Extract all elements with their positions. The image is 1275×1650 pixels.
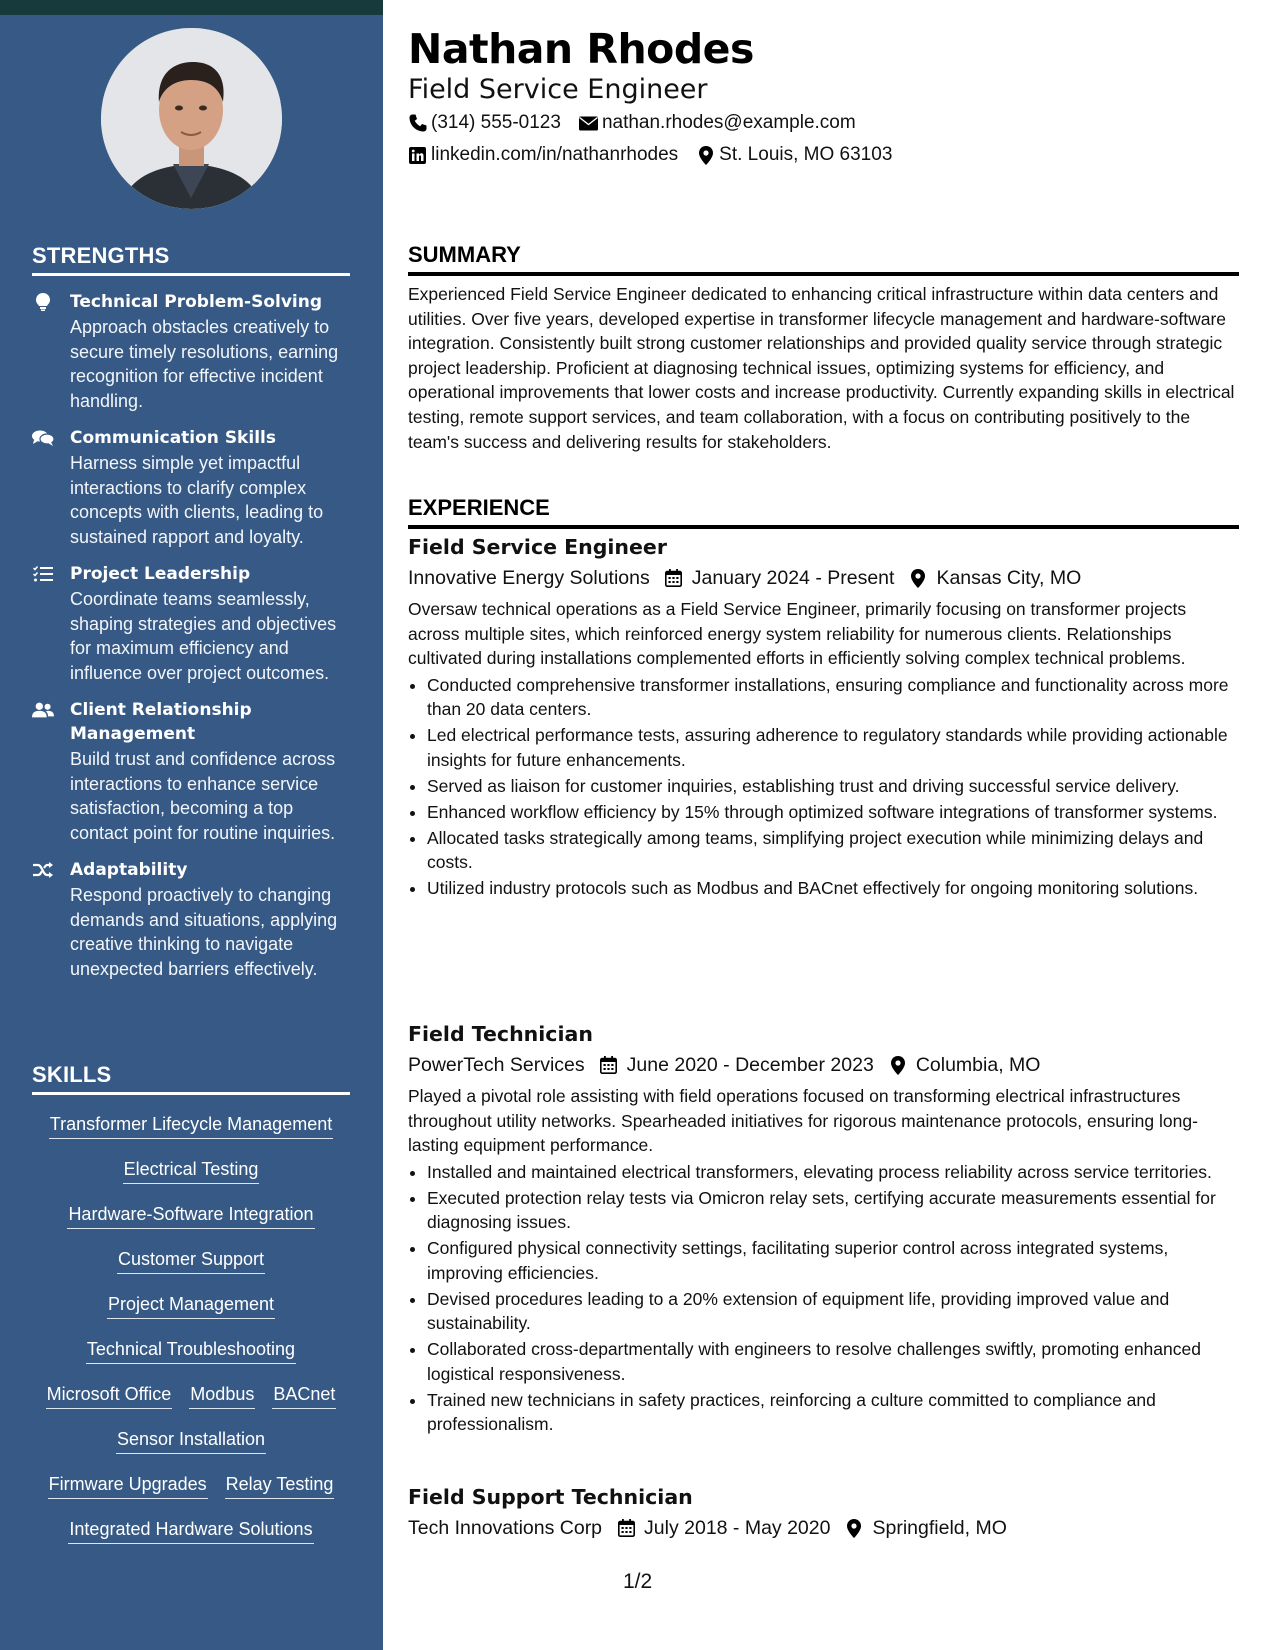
job-entry (408, 1020, 1239, 1438)
strengths-heading: STRENGTHS (32, 243, 350, 276)
summary-heading: SUMMARY (408, 241, 1239, 276)
skills-section (32, 1062, 350, 1553)
job-location (844, 1513, 1006, 1543)
location-contact (696, 144, 892, 166)
job-dates (616, 1513, 830, 1543)
summary-text: Experienced Field Service Engineer dedicated to enhancing critical infrastructure within data centers and utilities. Over five years, developed expertise in transformer lifecycle management and hardware-software integration. Consistently built strong customer relationships and provided quality service through strategic project leadership. Proficient at diagnosing technical issues, optimizing systems for efficiency, and operational improvements that lower costs and increase productivity. Currently expanding skills in electrical testing, remote support services, and team collaboration, with a focus on contributing positively to the team's success and delivering results for stakeholders. (408, 284, 1235, 452)
strengths-section (32, 243, 350, 981)
linkedin-contact[interactable] (408, 144, 678, 166)
strength-description: Approach obstacles creatively to secure timely resolutions, earning recognition for effective incident handling. (70, 317, 339, 411)
calendar-icon (664, 568, 684, 588)
shuffle-icon (32, 861, 54, 879)
skill-row (32, 1508, 350, 1553)
strength-title: Client Relationship Management (70, 700, 252, 744)
skill-tag: Modbus (189, 1383, 255, 1409)
job-dates-text: July 2018 - May 2020 (644, 1517, 831, 1539)
job-description: Played a pivotal role assisting with field operations focused on transforming electrical infrastructures throughout utility networks. Spearheaded initiatives for rigorous maintenance protocols, ensuring long-lasting equipment performance. (408, 1086, 1198, 1155)
sidebar-top-band (0, 0, 383, 15)
linkedin-icon (408, 146, 427, 165)
skill-row (32, 1103, 350, 1148)
list-item: • Executed protection relay tests via Omicron relay sets, certifying accurate measurements essential for diagnosing issues. (427, 1186, 1239, 1235)
list-item: • Configured physical connectivity settings, facilitating superior control across integrated systems, improving efficiencies. (427, 1236, 1239, 1285)
contact-line-2 (408, 144, 910, 166)
skill-tag: Electrical Testing (123, 1158, 260, 1184)
location-text: St. Louis, MO 63103 (719, 144, 893, 165)
calendar-icon (599, 1055, 619, 1075)
skill-row (32, 1238, 350, 1283)
page-number: 1/2 (623, 1570, 653, 1593)
strength-description: Harness simple yet impactful interactions to clarify complex concepts with clients, leading to sustained rapport and loyalty. (70, 453, 324, 547)
job-location-text: Kansas City, MO (936, 567, 1082, 589)
users-icon (32, 701, 54, 719)
experience-section (408, 494, 1239, 529)
job-dates (664, 563, 895, 593)
phone-icon (408, 114, 427, 133)
map-pin-icon (908, 568, 928, 588)
list-item: • Led electrical performance tests, assuring adherence to regulatory standards while providing actionable insights for future enhancements. (427, 723, 1239, 772)
skill-tag: Customer Support (117, 1248, 265, 1274)
strength-item (32, 698, 350, 845)
job-title: Field Service Engineer (408, 535, 667, 559)
strength-item (32, 858, 350, 981)
list-item: • Installed and maintained electrical transformers, elevating process reliability across service territories. (427, 1160, 1239, 1185)
sidebar (0, 0, 383, 1650)
comments-icon (32, 429, 54, 447)
candidate-name: Nathan Rhodes (408, 25, 754, 73)
job-company: PowerTech Services (408, 1054, 585, 1076)
strength-title: Adaptability (70, 860, 188, 880)
job-entry (408, 1483, 1239, 1543)
skill-tag: Project Management (107, 1293, 275, 1319)
list-item: • Trained new technicians in safety practices, reinforcing a culture committed to compliance and professionalism. (427, 1388, 1239, 1437)
phone-number: (314) 555-0123 (431, 112, 561, 133)
skills-list (32, 1095, 350, 1553)
job-title: Field Support Technician (408, 1485, 693, 1509)
experience-heading: EXPERIENCE (408, 494, 1239, 529)
skill-row (32, 1328, 350, 1373)
strength-title: Communication Skills (70, 428, 276, 448)
skill-tag: BACnet (272, 1383, 336, 1409)
job-location-text: Columbia, MO (915, 1054, 1041, 1076)
map-pin-icon (844, 1518, 864, 1538)
job-title: Field Technician (408, 1022, 593, 1046)
list-item: • Served as liaison for customer inquiries, establishing trust and driving successful service delivery. (427, 774, 1239, 799)
list-item: • Utilized industry protocols such as Modbus and BACnet effectively for ongoing monitoring solutions. (427, 876, 1239, 901)
skill-row (32, 1418, 350, 1463)
skill-row (32, 1463, 350, 1508)
lightbulb-icon (32, 293, 54, 311)
strength-description: Respond proactively to changing demands and situations, applying creative thinking to navigate unexpected barriers effectively. (70, 885, 338, 979)
job-bullets (408, 1160, 1239, 1437)
strength-title: Project Leadership (70, 564, 251, 584)
job-company: Innovative Energy Solutions (408, 567, 650, 589)
job-dates (599, 1050, 874, 1080)
job-company: Tech Innovations Corp (408, 1517, 603, 1539)
email-contact[interactable] (579, 112, 856, 134)
job-dates-text: June 2020 - December 2023 (626, 1054, 874, 1076)
job-location-text: Springfield, MO (872, 1517, 1007, 1539)
contact-line-1 (408, 112, 874, 134)
strength-description: Build trust and confidence across interactions to enhance service satisfaction, becoming a top contact point for routine inquiries. (70, 749, 336, 843)
email-address[interactable]: nathan.rhodes@example.com (601, 112, 856, 133)
job-description: Oversaw technical operations as a Field Service Engineer, primarily focusing on transformer projects across multiple sites, which reinforced energy system reliability for numerous clients. Relationships cultivated during installations complemented efforts in efficiently solving complex technical problems. (408, 599, 1187, 668)
skill-tag: Transformer Lifecycle Management (49, 1113, 333, 1139)
skill-tag: Microsoft Office (46, 1383, 173, 1409)
summary-section (408, 241, 1239, 454)
skill-tag: Integrated Hardware Solutions (68, 1518, 313, 1544)
strength-description: Coordinate teams seamlessly, shaping strategies and objectives for maximum efficiency and influence over project outcomes. (70, 589, 337, 683)
list-check-icon (32, 565, 54, 583)
skill-tag: Relay Testing (225, 1473, 335, 1499)
list-item: • Allocated tasks strategically among teams, simplifying project execution while minimizing delays and costs. (427, 826, 1239, 875)
job-meta (408, 1513, 1239, 1543)
job-entry (408, 533, 1239, 902)
skill-row (32, 1193, 350, 1238)
skill-row (32, 1148, 350, 1193)
skills-heading: SKILLS (32, 1062, 350, 1095)
skill-tag: Hardware-Software Integration (67, 1203, 314, 1229)
list-item: • Collaborated cross-departmentally with engineers to resolve challenges swiftly, promoting enhanced logistical responsiveness. (427, 1337, 1239, 1386)
linkedin-url[interactable]: linkedin.com/in/nathanrhodes (431, 144, 679, 165)
list-item: • Enhanced workflow efficiency by 15% through optimized software integrations of transformer systems. (427, 800, 1239, 825)
skill-tag: Technical Troubleshooting (86, 1338, 296, 1364)
job-dates-text: January 2024 - Present (691, 567, 895, 589)
phone-contact (408, 112, 561, 134)
skill-row (32, 1373, 350, 1418)
job-location (888, 1050, 1041, 1080)
map-pin-icon (696, 146, 715, 165)
skill-tag: Firmware Upgrades (48, 1473, 208, 1499)
job-location (908, 563, 1081, 593)
strength-item (32, 562, 350, 685)
job-meta (408, 563, 1239, 593)
skill-row (32, 1283, 350, 1328)
map-pin-icon (888, 1055, 908, 1075)
job-meta (408, 1050, 1239, 1080)
skill-tag: Sensor Installation (116, 1428, 266, 1454)
profile-photo (101, 28, 282, 209)
list-item: • Conducted comprehensive transformer installations, ensuring compliance and functionality across more than 20 data centers. (427, 673, 1239, 722)
candidate-title: Field Service Engineer (408, 74, 708, 105)
envelope-icon (579, 114, 598, 133)
strength-title: Technical Problem-Solving (70, 292, 323, 312)
strength-item (32, 290, 350, 413)
list-item: • Devised procedures leading to a 20% extension of equipment life, providing improved value and sustainability. (427, 1287, 1239, 1336)
calendar-icon (616, 1518, 636, 1538)
strength-item (32, 426, 350, 549)
job-bullets (408, 673, 1239, 901)
